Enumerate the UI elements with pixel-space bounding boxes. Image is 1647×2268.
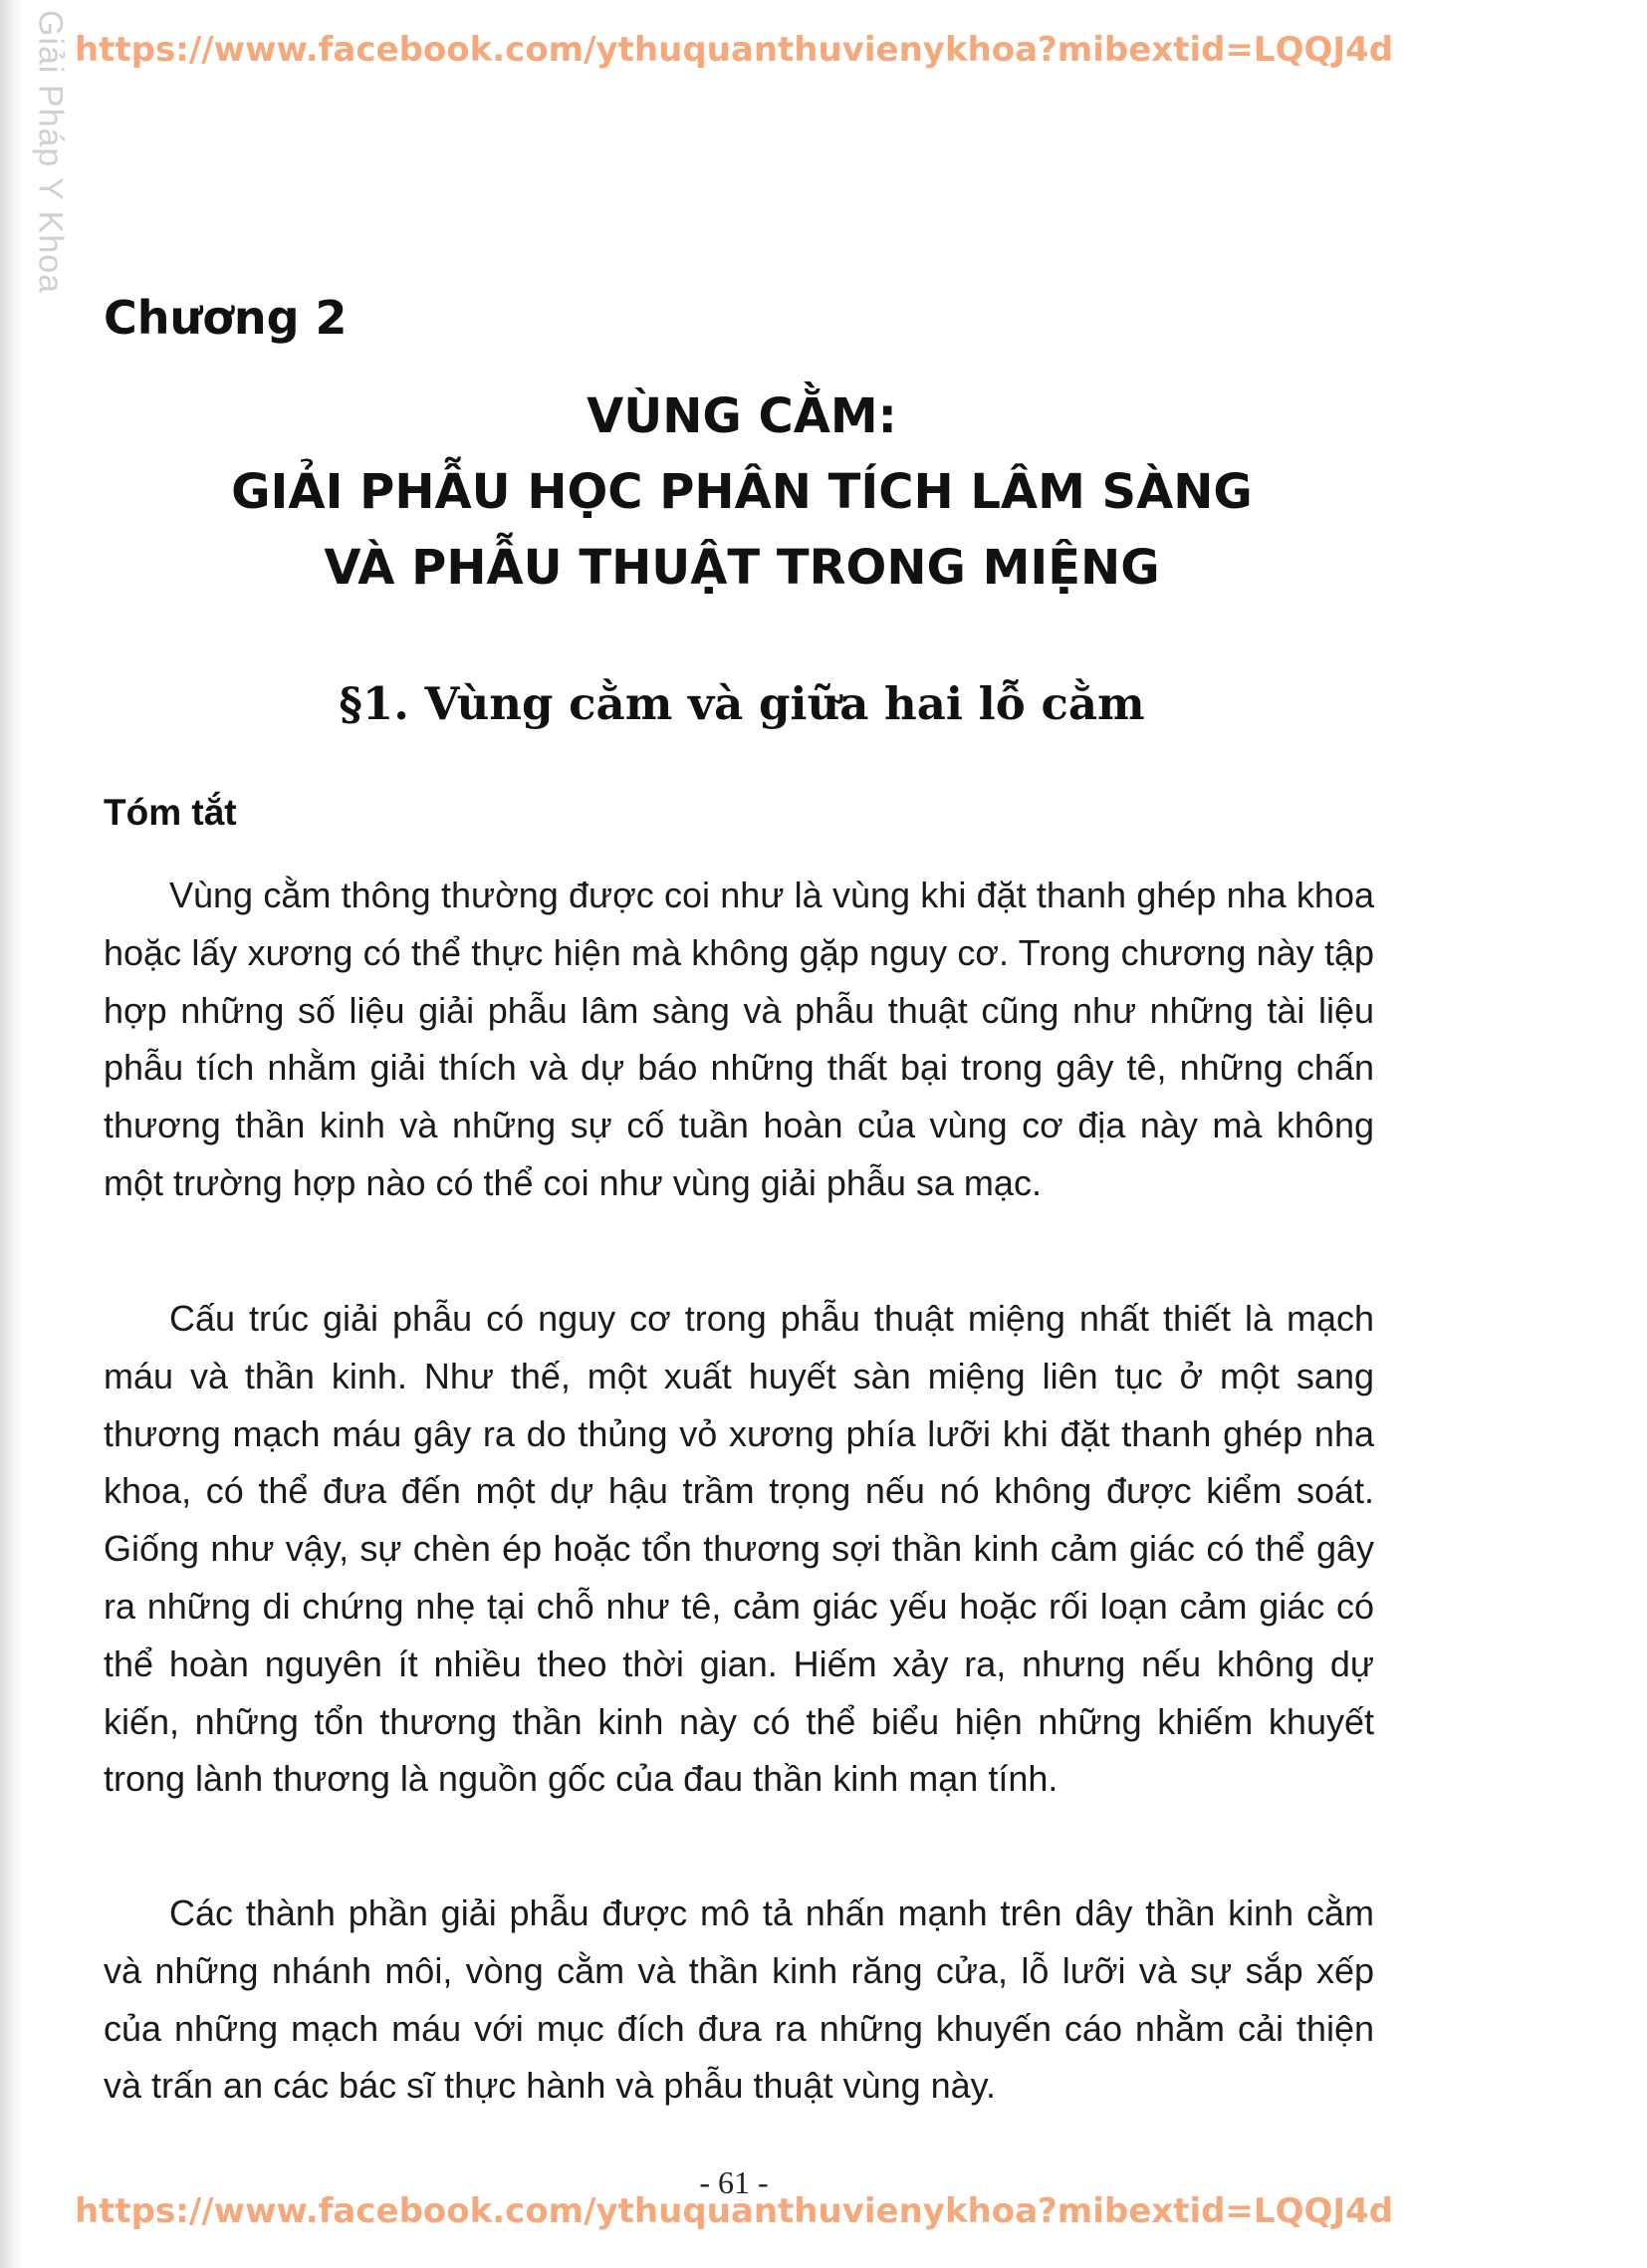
- page-number: - 61 -: [699, 2164, 769, 2200]
- facebook-link-top[interactable]: https://www.facebook.com/ythuquanthuvienykhoa?mibextid=LQQJ4d: [74, 30, 1394, 70]
- chapter-title: [110, 378, 1374, 606]
- facebook-link-bottom[interactable]: https://www.facebook.com/ythuquanthuvienykhoa?mibextid=LQQJ4d: [74, 2191, 1394, 2231]
- chapter-title-line: GIẢI PHẪU HỌC PHÂN TÍCH LÂM SÀNG: [231, 464, 1253, 520]
- section-heading: §1. Vùng cằm và giữa hai lỗ cằm: [339, 677, 1145, 730]
- summary-heading: Tóm tắt: [104, 792, 237, 833]
- chapter-title-line: VÀ PHẪU THUẬT TRONG MIỆNG: [324, 540, 1160, 596]
- side-watermark-text: Giải Pháp Y Khoa: [31, 10, 70, 295]
- body-paragraph: Cấu trúc giải phẫu có nguy cơ trong phẫu thuật miệng nhất thiết là mạch máu và thần kinh. Như thế, một xuất huyết sàn miệng liên tục ở một sang thương mạch máu gây ra do thủng vỏ xương phía lưỡi khi đặt thanh ghép nha khoa, có thể đưa đến một dự hậu trầm trọng nếu nó không được kiểm soát. Giống như vậy, sự chèn ép hoặc tổn thương sợi thần kinh cảm giác có thể gây ra những di chứng nhẹ tại chỗ như tê, cảm giác yếu hoặc rối loạn cảm giác có thể hoàn nguyên ít nhiều theo thời gian. Hiếm xảy ra, nhưng nếu không dự kiến, những tổn thương thần kinh này có thể biểu hiện những khiếm khuyết trong lành thương là nguồn gốc của đau thần kinh mạn tính.: [104, 1298, 1374, 1800]
- chapter-title-line: VÙNG CẰM:: [587, 388, 897, 444]
- body-paragraph: Vùng cằm thông thường được coi như là vùng khi đặt thanh ghép nha khoa hoặc lấy xương có thể thực hiện mà không gặp nguy cơ. Trong chương này tập hợp những số liệu giải phẫu lâm sàng và phẫu thuật cũng như những tài liệu phẫu tích nhằm giải thích và dự báo những thất bại trong gây tê, những chấn thương thần kinh và những sự cố tuần hoàn của vùng cơ địa này mà không một trường hợp nào có thể coi như vùng giải phẫu sa mạc.: [104, 875, 1374, 1203]
- body-paragraph: Các thành phần giải phẫu được mô tả nhấn mạnh trên dây thần kinh cằm và những nhánh môi, vòng cằm và thần kinh răng cửa, lỗ lưỡi và sự sắp xếp của những mạch máu với mục đích đưa ra những khuyến cáo nhằm cải thiện và trấn an các bác sĩ thực hành và phẫu thuật vùng này.: [104, 1892, 1374, 2107]
- chapter-label: Chương 2: [104, 291, 348, 345]
- page-edge-shadow: [0, 0, 22, 2268]
